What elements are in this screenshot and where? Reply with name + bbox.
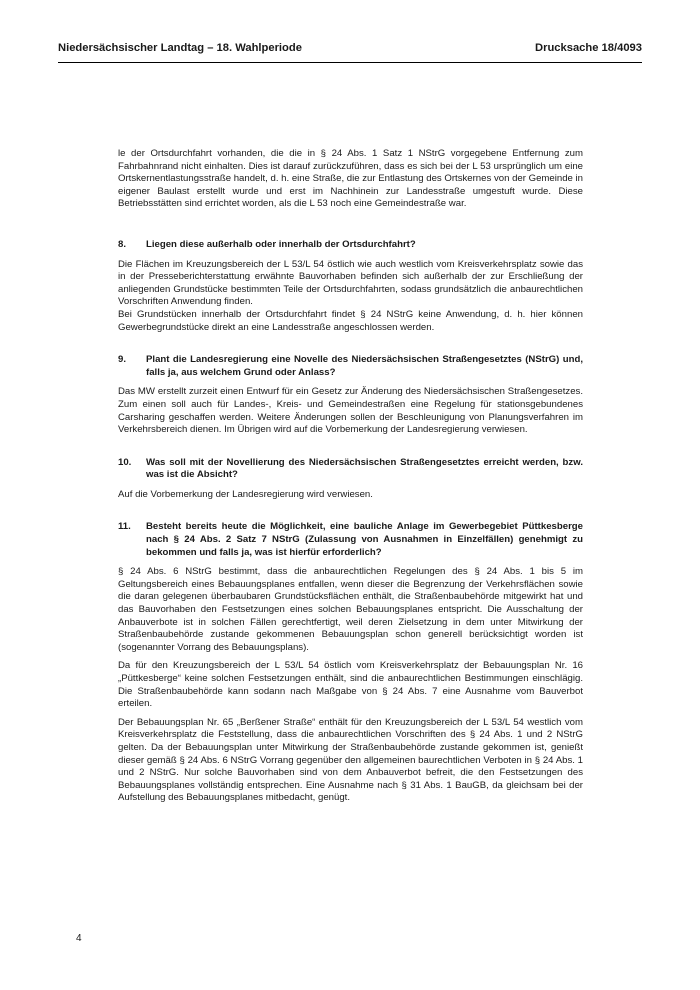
answer-8-paragraph-1: Die Flächen im Kreuzungsbereich der L 53/L 54 östlich wie auch westlich vom Kreisverkehrsplatz sowie das in der Presseberichterstattung erwähnte Bauvorhaben befinden sich außerhalb der zur Erschließung der anliegenden Grundstücke bestimmten Teile der Ortsdurchfahrten, sodass grundsätzlich die anbaurechtlichen Vorschriften Anwendung finden. [118,258,583,308]
question-number: 11. [118,521,131,533]
page-number: 4 [76,933,82,944]
question-text: Liegen diese außerhalb oder innerhalb der Ortsdurchfahrt? [146,238,416,250]
question-number: 8. [118,238,127,250]
intro-paragraph: le der Ortsdurchfahrt vorhanden, die die in § 24 Abs. 1 Satz 1 NStrG vorgegebene Entfernung zum Fahrbahnrand nicht einhalten. Dies ist darauf zurückzuführen, dass es sich bei der L 53 ursprünglich um eine Ortskernentlastungsstraße handelt, d. h. eine Straße, die zur Entlastung des Ortskernes von der Gemeinde in eigener Baulast erstellt wurde und erst im Nachhinein zur Landesstraße umgestuft wurde. Diese Betriebsstätten sind errichtet worden, als die L 53 noch eine Gemeindestraße war. [118,148,584,210]
question-11 [118,521,583,559]
document-body [118,148,583,805]
answer-11-paragraph-1: § 24 Abs. 6 NStrG bestimmt, dass die anbaurechtlichen Regelungen des § 24 Abs. 1 bis 5 im Geltungsbereich eines Bebauungsplanes entfallen, wenn dieser die Begrenzung der Verkehrsflächen sowie die daran gelegenen überbaubaren Grundstücksflächen enthält, die Straßenbaubehörde mitgewirkt hat und das Bauvorhaben den Festsetzungen eines solchen Bebauungsplanes entspricht. Die Ausschaltung der Anbauverbote ist in solchen Fällen gerechtfertigt, weil deren Zielsetzung in dem unter Mitwirkung der Straßenbaubehörde zustande gekommenen Bebauungsplan schon generell berücksichtigt worden ist (sogenannter Vorrang des Bebauungsplans). [118,566,583,653]
question-9 [118,354,583,379]
answer-10-paragraph: Auf die Vorbemerkung der Landesregierung wird verwiesen. [118,488,373,500]
answer-9-paragraph: Das MW erstellt zurzeit einen Entwurf für ein Gesetz zur Änderung des Niedersächsischen Straßengesetzes. Zum einen soll auch für Landes-, Kreis- und Gemeindestraßen eine Regelung für stationsgebundenes Carsharing geschaffen werden. Weitere Änderungen sollen der Beschleunigung von Planungsverfahren im Verkehrsbereich dienen. Im Übrigen wird auf die Vorbemerkung der Landesregierung verwiesen. [118,386,583,436]
page-header [58,38,642,63]
answer-11-paragraph-2: Da für den Kreuzungsbereich der L 53/L 54 östlich vom Kreisverkehrsplatz der Bebauungsplan Nr. 16 „Püttkesberge“ keine solchen Festsetzungen enthält, sind die anbaurechtlichen Bestimmungen einschlägig. Die Straßenbaubehörde kann sodann nach Maßgabe von § 24 Abs. 7 eine Ausnahme vom Bauverbot erteilen. [118,660,583,710]
question-number: 9. [118,354,127,366]
question-text: Was soll mit der Novellierung des Niedersächsischen Straßengesetztes erreicht werden, bzw. was ist die Absicht? [146,456,583,481]
header-title: Niedersächsischer Landtag – 18. Wahlperiode [58,42,302,54]
document-number: Drucksache 18/4093 [535,42,642,54]
question-text: Plant die Landesregierung eine Novelle des Niedersächsischen Straßengesetztes (NStrG) und, falls ja, aus welchem Grund oder Anlass? [146,354,583,378]
answer-11-paragraph-3: Der Bebauungsplan Nr. 65 „Berßener Straße“ enthält für den Kreuzungsbereich der L 53/L 54 westlich vom Kreisverkehrsplatz die Feststellung, dass die anbaurechtlichen Vorschriften des § 24 Abs. 1 und 2 NStrG gelten. Da der Bebauungsplan unter Mitwirkung der Straßenbaubehörde zustande gekommen ist, genießt dieser gemäß § 24 Abs. 6 NStrG Vorrang gegenüber den allgemeinen baurechtlichen Verboten in § 24 Abs. 1 und 2 NStrG. Nur solche Bauvorhaben sind von dem Anbauverbot befreit, die den Festsetzungen des Bebauungsplanes vollständig entsprechen. Eine Ausnahme nach § 31 Abs. 1 BauGB, da gleichsam bei der Aufstellung des Bebauungsplanes mitbedacht, genügt. [118,716,583,804]
question-text: Besteht bereits heute die Möglichkeit, eine bauliche Anlage im Gewerbegebiet Püttkesberge nach § 24 Abs. 2 Satz 7 NStrG (Zulassung von Ausnahmen in Einzelfällen) genehmigt zu bekommen und falls ja, was ist hierfür erforderlich? [146,521,583,558]
question-8 [118,239,583,252]
question-number: 10. [118,456,132,468]
answer-8-paragraph-2: Bei Grundstücken innerhalb der Ortsdurchfahrt findet § 24 NStrG keine Anwendung, d. h. hier können Gewerbegrundstücke direkt an eine Landesstraße angeschlossen werden. [118,308,583,333]
question-10 [118,457,583,482]
